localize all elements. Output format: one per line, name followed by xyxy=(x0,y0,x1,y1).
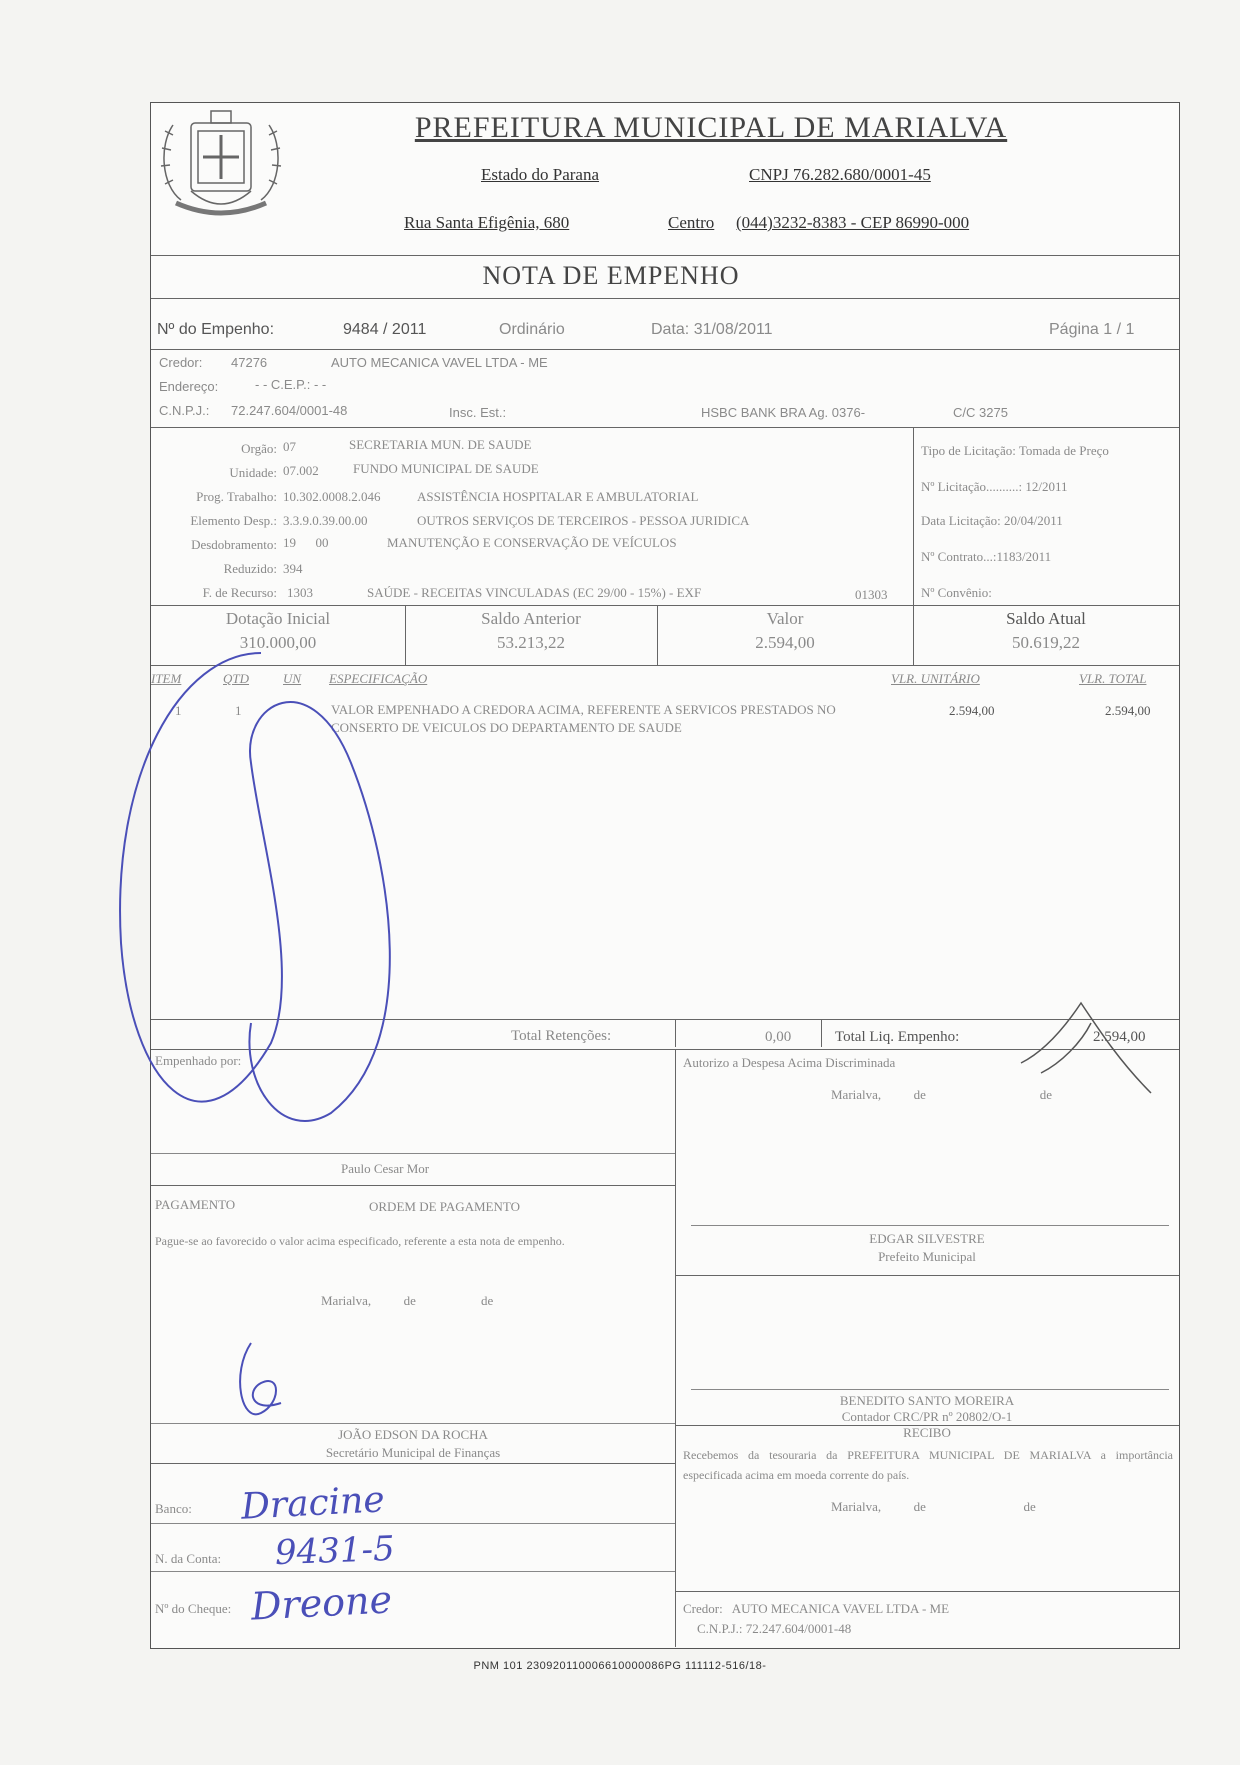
banco-label: Banco: xyxy=(155,1501,192,1516)
dotacao-value: 310.000,00 xyxy=(239,633,317,652)
ordem-label: ORDEM DE PAGAMENTO xyxy=(369,1199,520,1214)
saldo-anterior-label: Saldo Anterior xyxy=(481,609,581,628)
empenho-type: Ordinário xyxy=(499,321,565,338)
conta-label: N. da Conta: xyxy=(155,1551,222,1566)
secretario-title: Secretário Municipal de Finanças xyxy=(325,1445,501,1460)
total-liq-label: Total Liq. Empenho: xyxy=(835,1029,960,1045)
item-spec: VALOR EMPENHADO A CREDORA ACIMA, REFERENTE A SERVICOS PRESTADOS NO CONSERTO DE VEICULOS DO DEPARTAMENTO DE SAUDE xyxy=(331,702,836,735)
empenhado-label: Empenhado por: xyxy=(155,1053,242,1068)
orgao-code: 07 xyxy=(283,439,296,454)
licitacao-data: Data Licitação: 20/04/2011 xyxy=(921,513,1063,528)
cheque-handwritten: Dreone xyxy=(249,1577,394,1629)
credor-code: 47276 xyxy=(231,355,268,370)
pagamento-label: PAGAMENTO xyxy=(155,1197,236,1212)
pen-loop-marking xyxy=(91,643,511,1163)
saldo-atual-value: 50.619,22 xyxy=(1012,633,1080,652)
prog-value: ASSISTÊNCIA HOSPITALAR E AMBULATORIAL xyxy=(417,489,699,504)
empenho-page: Página 1 / 1 xyxy=(1049,321,1135,338)
dotacao-label: Dotação Inicial xyxy=(225,609,331,628)
saldo-anterior-value: 53.213,22 xyxy=(497,633,565,652)
licitacao-contrato: Nº Contrato...:1183/2011 xyxy=(921,549,1052,564)
header-cnpj: CNPJ 76.282.680/0001-45 xyxy=(749,165,931,184)
recurso-label: F. de Recurso: xyxy=(202,585,277,600)
desdobramento-code: 19 00 xyxy=(283,535,329,550)
pen-check-marking xyxy=(1001,983,1181,1103)
reduzido-value: 394 xyxy=(283,561,303,576)
unidade-label: Unidade: xyxy=(229,465,277,480)
elemento-code: 3.3.9.0.39.00.00 xyxy=(283,513,368,528)
secretario-name: JOÃO EDSON DA ROCHA xyxy=(338,1427,488,1442)
recibo-date: Marialva, de de xyxy=(831,1499,1036,1514)
empenhado-name: Paulo Cesar Mor xyxy=(341,1161,430,1176)
insc-label: Insc. Est.: xyxy=(449,405,507,420)
recibo-label: RECIBO xyxy=(903,1425,951,1440)
coat-of-arms-seal xyxy=(151,105,291,227)
total-liq-value: 2.594,00 xyxy=(1093,1029,1146,1045)
cnpj-value: 72.247.604/0001-48 xyxy=(231,403,348,418)
cheque-label: Nº do Cheque: xyxy=(155,1601,232,1616)
col-spec: ESPECIFICAÇÃO xyxy=(329,671,428,686)
item-total: 2.594,00 xyxy=(1105,703,1151,718)
item-unit: 2.594,00 xyxy=(949,703,995,718)
pagamento-date: Marialva, de de xyxy=(321,1293,494,1308)
prog-label: Prog. Trabalho: xyxy=(196,489,277,504)
credor-name: AUTO MECANICA VAVEL LTDA - ME xyxy=(331,355,548,370)
header-district: Centro xyxy=(668,213,715,232)
col-unit: VLR. UNITÁRIO xyxy=(891,671,980,686)
retencoes-value: 0,00 xyxy=(765,1029,792,1045)
footer-code: PNM 101 230920110006610000086PG 111112-516/18- xyxy=(473,1660,767,1672)
recurso-extra: 01303 xyxy=(855,587,888,602)
desdobramento-label: Desdobramento: xyxy=(191,537,277,552)
valor-label: Valor xyxy=(766,609,804,628)
unidade-value: FUNDO MUNICIPAL DE SAUDE xyxy=(353,461,539,476)
elemento-label: Elemento Desp.: xyxy=(190,513,277,528)
empenho-date: Data: 31/08/2011 xyxy=(651,321,773,338)
orgao-label: Orgão: xyxy=(241,441,277,456)
prefeito-title: Prefeito Municipal xyxy=(878,1249,976,1264)
contador-name: BENEDITO SANTO MOREIRA xyxy=(839,1393,1015,1408)
licitacao-convenio: Nº Convênio: xyxy=(921,585,992,600)
col-un: UN xyxy=(283,671,302,686)
prefeito-name: EDGAR SILVESTRE xyxy=(869,1231,985,1246)
recibo-text: Recebemos da tesouraria da PREFEITURA MUNICIPAL DE MARIALVA a importância especificada acima em moeda corrente do país. xyxy=(683,1448,1173,1482)
banco-handwritten: Dracine xyxy=(240,1479,386,1528)
orgao-value: SECRETARIA MUN. DE SAUDE xyxy=(349,437,532,452)
endereco-label: Endereço: xyxy=(159,379,219,394)
col-total: VLR. TOTAL xyxy=(1079,671,1147,686)
document-title: NOTA DE EMPENHO xyxy=(482,261,740,290)
recurso-value: SAÚDE - RECEITAS VINCULADAS (EC 29/00 - 15%) - EXF xyxy=(367,585,702,600)
header-title: PREFEITURA MUNICIPAL DE MARIALVA xyxy=(414,111,1008,144)
bank-info: HSBC BANK BRA Ag. 0376- xyxy=(701,405,866,420)
retencoes-label: Total Retenções: xyxy=(511,1028,612,1044)
credor-label: Credor: xyxy=(159,355,203,370)
credor-footer: Credor: AUTO MECANICA VAVEL LTDA - ME xyxy=(683,1601,950,1616)
unidade-code: 07.002 xyxy=(283,463,319,478)
saldo-atual-label: Saldo Atual xyxy=(1006,609,1086,628)
prog-code: 10.302.0008.2.046 xyxy=(283,489,381,504)
item-number: 1 xyxy=(175,703,182,718)
header-address: Rua Santa Efigênia, 680 xyxy=(404,213,570,232)
cnpj-footer: C.N.P.J.: 72.247.604/0001-48 xyxy=(697,1621,852,1636)
header-state: Estado do Parana xyxy=(481,165,600,184)
endereco-value: - - C.E.P.: - - xyxy=(255,377,327,392)
conta-handwritten: 9431-5 xyxy=(274,1528,396,1574)
signature-scribble xyxy=(211,1333,311,1433)
reduzido-label: Reduzido: xyxy=(223,561,277,576)
cnpj-label: C.N.P.J.: xyxy=(159,403,210,418)
desdobramento-value: MANUTENÇÃO E CONSERVAÇÃO DE VEÍCULOS xyxy=(387,535,677,550)
empenho-label: Nº do Empenho: xyxy=(157,321,275,338)
autorizo-date: Marialva, de de xyxy=(831,1087,1052,1102)
licitacao-numero: Nº Licitação..........: 12/2011 xyxy=(921,479,1068,494)
recurso-code: 1303 xyxy=(287,585,313,600)
pague-text: Pague-se ao favorecido o valor acima especificado, referente a esta nota de empenho. xyxy=(155,1234,565,1248)
item-qtd: 1 xyxy=(235,703,242,718)
nota-de-empenho-document xyxy=(150,102,1180,1649)
header-phone-cep: (044)3232-8383 - CEP 86990-000 xyxy=(736,213,970,232)
col-qtd: QTD xyxy=(223,671,250,686)
contador-title: Contador CRC/PR nº 20802/O-1 xyxy=(841,1409,1013,1424)
cc-info: C/C 3275 xyxy=(953,405,1008,420)
elemento-value: OUTROS SERVIÇOS DE TERCEIROS - PESSOA JURIDICA xyxy=(417,513,750,528)
empenho-number: 9484 / 2011 xyxy=(343,321,427,338)
licitacao-tipo: Tipo de Licitação: Tomada de Preço xyxy=(921,443,1109,458)
col-item: ITEM xyxy=(151,671,182,686)
valor-value: 2.594,00 xyxy=(755,633,815,652)
autorizo-text: Autorizo a Despesa Acima Discriminada xyxy=(683,1055,896,1070)
